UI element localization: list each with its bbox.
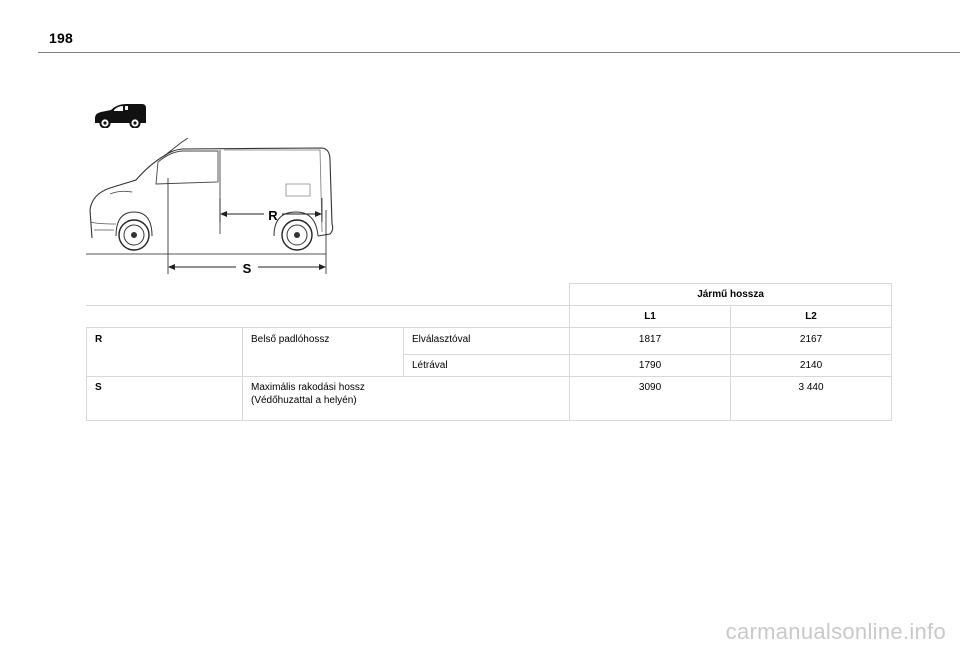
row-variant: Elválasztóval	[404, 328, 570, 355]
row-code: S	[87, 377, 243, 421]
page-number: 198	[49, 30, 73, 46]
vehicle-length-header: Jármű hossza	[570, 284, 892, 306]
value-l2: 2167	[731, 328, 892, 355]
value-l1: 3090	[570, 377, 731, 421]
table-row	[87, 328, 892, 355]
row-label-line: (Védőhuzattal a helyén)	[251, 395, 357, 406]
dimension-label-s: S	[242, 261, 252, 274]
table-subheader-row	[87, 306, 892, 328]
van-icon	[92, 102, 148, 128]
table-header-row	[87, 284, 892, 306]
value-l2: 3 440	[731, 377, 892, 421]
row-label-line: Maximális rakodási hossz	[251, 382, 365, 393]
row-label	[243, 377, 570, 421]
value-l1: 1790	[570, 355, 731, 377]
table-corner-cell	[87, 284, 570, 306]
table-row	[87, 377, 892, 421]
row-label: Belső padlóhossz	[243, 328, 404, 377]
watermark: carmanualsonline.info	[725, 619, 946, 644]
row-code: R	[87, 328, 243, 377]
row-variant: Létrával	[404, 355, 570, 377]
table-corner-cell	[87, 306, 570, 328]
van-dimension-illustration	[86, 138, 346, 274]
dimension-label-r: R	[268, 208, 278, 223]
column-l2-header: L2	[731, 306, 892, 328]
dimensions-table	[86, 283, 892, 421]
value-l1: 1817	[570, 328, 731, 355]
header-divider	[38, 52, 960, 53]
value-l2: 2140	[731, 355, 892, 377]
column-l1-header: L1	[570, 306, 731, 328]
